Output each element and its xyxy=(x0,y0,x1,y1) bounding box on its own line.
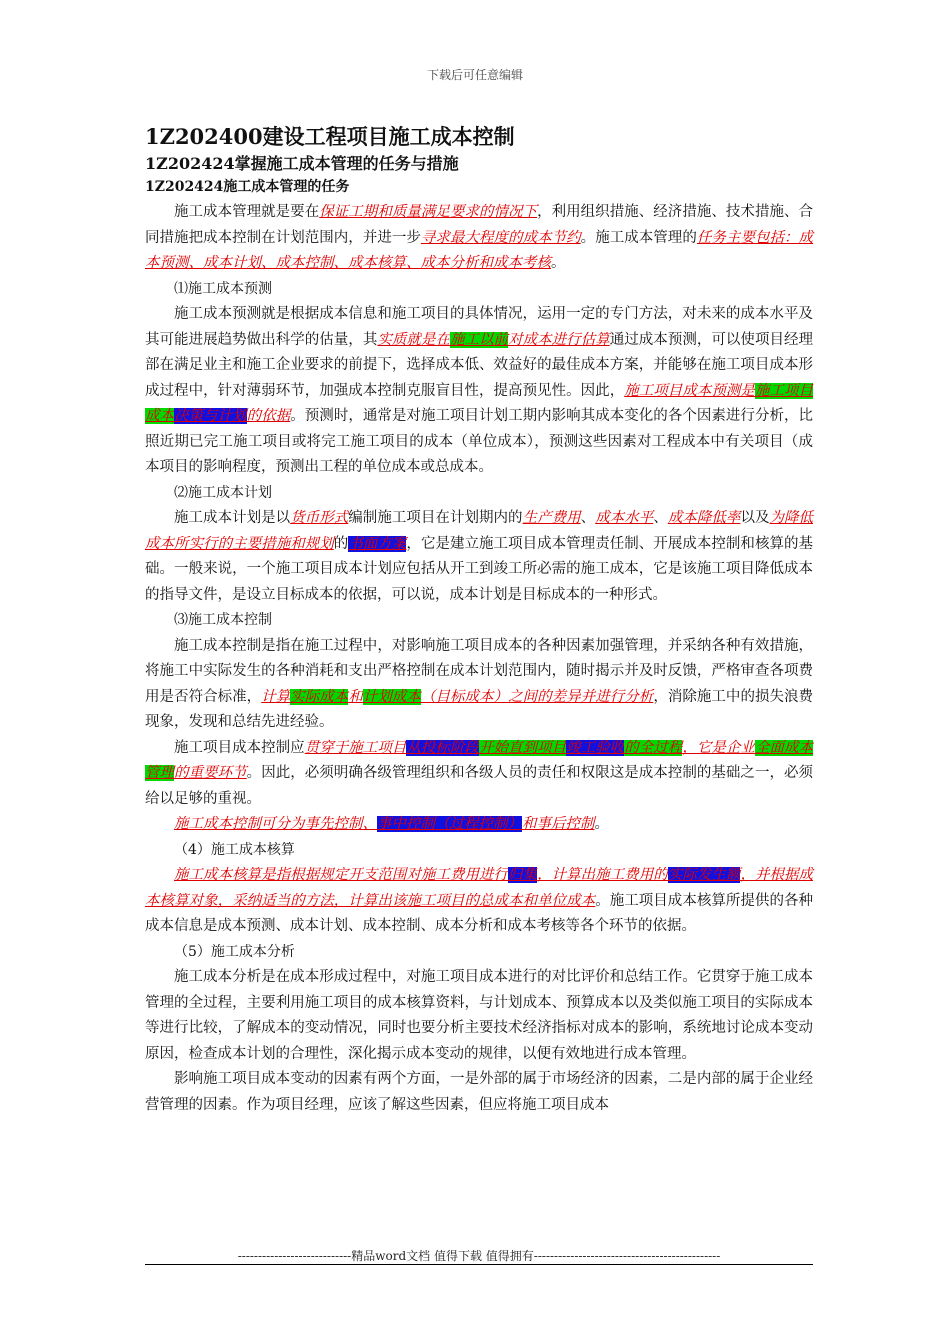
subheading-accounting: （4）施工成本核算 xyxy=(174,841,295,858)
document-body xyxy=(145,122,813,1118)
paragraph-forecast: 施工成本预测就是根据成本信息和施工项目的具体情况，运用一定的专门方法，对未来的成本水平及其可能进展趋势做出科学的估量，其实质就是在施工以前对成本进行估算通过成本预测，可以使项目经理部在满足业主和施工企业要求的前提下，选择成本低、效益好的最佳成本方案，并能够在施工项目成本形成过程中，针对薄弱环节，加强成本控制克服盲目性，提高预见性。因此，施工项目成本预测是施工项目成本决策与计划的依据。预测时，通常是对施工项目计划工期内影响其成本变化的各个因素进行分析，比照近期已完工施工项目或将完工施工项目的成本（单位成本），预测这些因素对工程成本中有关项目（成本项目的影响程度，预测出工程的单位成本或总成本。 xyxy=(145,306,814,475)
subheading-plan: ⑵施工成本计划 xyxy=(174,484,272,501)
document-title: 1Z202400建设工程项目施工成本控制 xyxy=(145,124,515,149)
subheading-control: ⑶施工成本控制 xyxy=(174,612,272,628)
paragraph-accounting: 施工成本核算是指根据规定开支范围对施工费用进行归集，计算出施工费用的实际发生额，并根据成本核算对象，采纳适当的方法，计算出该施工项目的总成本和单位成本。施工项目成本核算所提供的各种成本信息是成本预测、成本计划、成本控制、成本分析和成本考核等各个环节的依据。 xyxy=(145,867,814,934)
paragraph-analysis: 施工成本分析是在成本形成过程中，对施工项目成本进行的对比评价和总结工作。它贯穿于施工成本管理的全过程，主要利用施工项目的成本核算资料，与计划成本、预算成本以及类似施工项目的实际成本等进行比较，了解成本的变动情况，同时也要分析主要技术经济指标对成本的影响，系统地讨论成本变动原因，检查成本计划的合理性，深化揭示成本变动的规律，以便有效地进行成本管理。 xyxy=(145,969,813,1062)
paragraph-control: 施工成本控制是指在施工过程中，对影响施工项目成本的各种因素加强管理，并采纳各种有效措施，将施工中实际发生的各种消耗和支出严格控制在成本计划范围内，随时揭示并及时反馈，严格审查各项费用是否符合标准，计算实际成本和计划成本（目标成本）之间的差异并进行分析，消除施工中的损失浪费现象，发现和总结先进经验。 xyxy=(145,637,814,730)
paragraph-control-scope: 施工项目成本控制应贯穿于施工项目从投标阶段开始直到项目竣工验收的全过程，它是企业全面成本管理的重要环节。因此，必须明确各级管理组织和各级人员的责任和权限这是成本控制的基础之一，必须给以足够的重视。 xyxy=(145,739,814,807)
paragraph-overview: 施工成本管理就是要在保证工期和质量满足要求的情况下，利用组织措施、经济措施、技术措施、合同措施把成本控制在计划范围内，并进一步寻求最大程度的成本节约。施工成本管理的任务主要包括：成本预测、成本计划、成本控制、成本核算、成本分析和成本考核。 xyxy=(145,204,814,271)
page-footer: ----------------------------精品word文档 值得下载 值得拥有---------------------------------------------- xyxy=(237,1249,721,1263)
page-header: 下载后可任意编辑 xyxy=(426,68,523,82)
paragraph-plan: 施工成本计划是以货币形式编制施工项目在计划期内的生产费用、成本水平、成本降低率以及为降低成本所实行的主要措施和规划的书面方案，它是建立施工项目成本管理责任制、开展成本控制和核算的基础。一般来说，一个施工项目成本计划应包括从开工到竣工所必需的施工成本，它是该施工项目降低成本的指导文件，是设立目标成本的依据，可以说，成本计划是目标成本的一种形式。 xyxy=(145,510,814,603)
subheading-forecast: ⑴施工成本预测 xyxy=(174,280,272,297)
document-subtitle: 1Z202424掌握施工成本管理的任务与措施 xyxy=(145,154,459,173)
subheading-analysis: （5）施工成本分析 xyxy=(174,943,295,960)
paragraph-factors: 影响施工项目成本变动的因素有两个方面，一是外部的属于市场经济的因素，二是内部的属于企业经营管理的因素。作为项目经理，应该了解这些因素，但应将施工项目成本 xyxy=(145,1071,813,1113)
section-heading: 1Z202424施工成本管理的任务 xyxy=(145,179,350,195)
footer-rule xyxy=(145,1264,813,1265)
paragraph-control-types: 施工成本控制可分为事先控制、事中控制（过程控制）和事后控制。 xyxy=(174,816,609,832)
